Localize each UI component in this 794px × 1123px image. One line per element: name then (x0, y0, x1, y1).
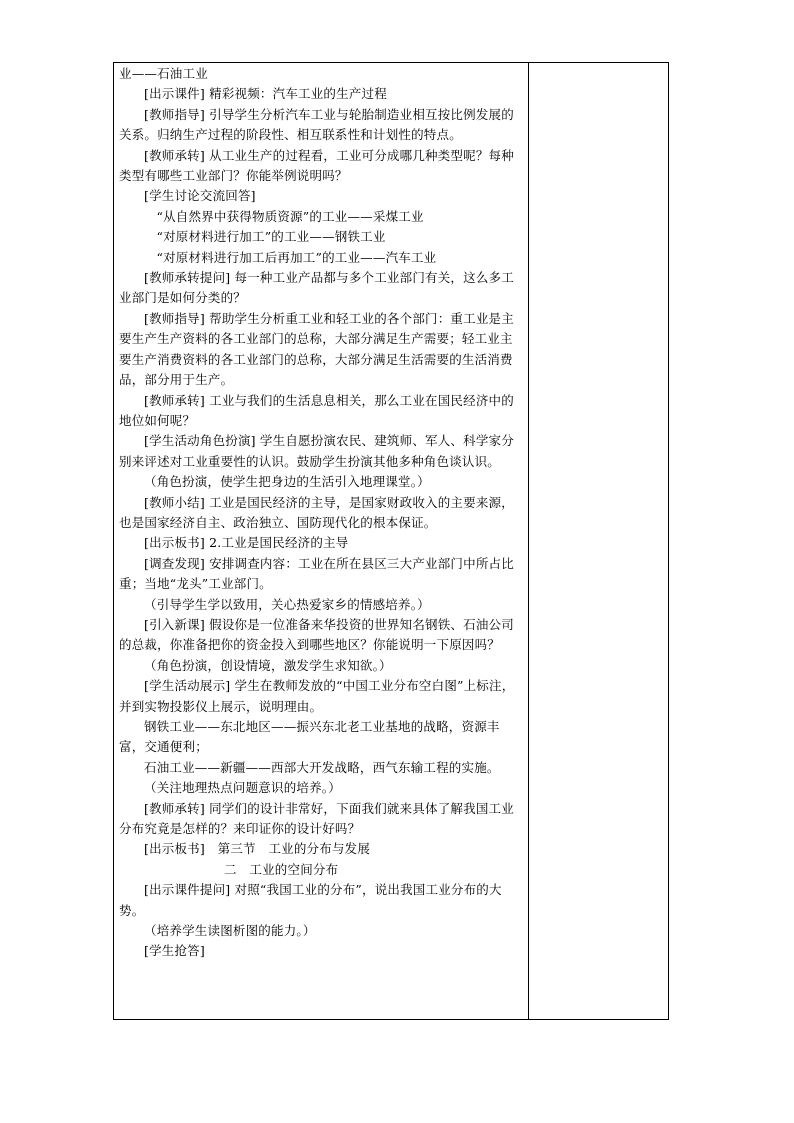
text-line: （关注地理热点问题意识的培养。） (144, 780, 341, 796)
text-line: [教师小结] 工业是国民经济的主导，是国家财政收入的主要来源，也是国家经济自主、政治独立、国防现代化的根本保证。 (119, 494, 514, 530)
text-line: 石油工业——新疆——西部大开发战略，西气东输工程的实施。 (144, 759, 500, 775)
text-line: （引导学生学以致用，关心热爱家乡的情感培养。） (144, 596, 430, 612)
column-divider (528, 63, 529, 1019)
text-line: （角色扮演，创设情境，激发学生求知欲。） (144, 657, 392, 673)
text-line: “对原材料进行加工后再加工”的工业——汽车工业 (156, 249, 437, 265)
text-line: [出示课件提问] 对照“我国工业的分布”，说出我国工业分布的大势。 (119, 882, 502, 918)
text-line: [学生抢答] (144, 943, 205, 959)
text-line: [学生活动展示] 学生在教师发放的“中国工业分布空白图”上标注，并到实物投影仪上展示，说明理由。 (119, 678, 515, 714)
lesson-content-cell (119, 64, 524, 962)
text-line: [教师承转] 同学们的设计非常好，下面我们就来具体了解我国工业分布究竟是怎样的？来印证你的设计好吗？ (119, 800, 514, 837)
text-line: [教师指导] 引导学生分析汽车工业与轮胎制造业相互按比例发展的关系。归纳生产过程的阶段性、相互联系性和计划性的特点。 (119, 106, 514, 143)
text-line: （培养学生读图析图的能力。） (144, 923, 316, 939)
text-line: [学生讨论交流回答] (144, 188, 256, 204)
text-line: [出示板书] 2.工业是国民经济的主导 (144, 535, 349, 551)
text-line: [调查发现] 安排调查内容：工业在所在县区三大产业部门中所占比重；当地“龙头”工业部门。 (119, 555, 514, 592)
text-line: [教师承转] 从工业生产的过程看，工业可分成哪几种类型呢？每种类型有哪些工业部门？你能举例说明吗？ (119, 147, 514, 184)
text-line: [出示课件] 精彩视频：汽车工业的生产过程 (144, 86, 387, 102)
text-line: 钢铁工业——东北地区——振兴东北老工业基地的战略，资源丰富，交通便利； (119, 719, 500, 755)
text-line: [教师承转] 工业与我们的生活息息相关，那么工业在国民经济中的地位如何呢？ (119, 392, 514, 428)
lesson-plan-table (113, 62, 669, 1020)
text-line: [出示板书] 第三节 工业的分布与发展 (144, 841, 371, 857)
text-line: 二 工业的空间分布 (224, 861, 339, 877)
text-line: [引入新课] 假设你是一位准备来华投资的世界知名钢铁、石油公司的总裁，你准备把你的资金投入到哪些地区？你能说明一下原因吗？ (119, 616, 514, 653)
text-line: [教师指导] 帮助学生分析重工业和轻工业的各个部门：重工业是主要生产生产资料的各工业部门的总称，大部分满足生产需要；轻工业主要生产消费资料的各工业部门的总称，大部分满足生活需要的生活消费品，部分用于生产。 (119, 310, 514, 388)
text-line: “对原材料进行加工”的工业——钢铁工业 (156, 229, 386, 245)
text-line: 业——石油工业 (119, 66, 208, 81)
text-line: [学生活动角色扮演] 学生自愿扮演农民、建筑师、军人、科学家分别来评述对工业重要性的认识。鼓励学生扮演其他多种角色谈认识。 (119, 433, 514, 469)
text-line: [教师承转提问] 每一种工业产品都与多个工业部门有关，这么多工业部门是如何分类的？ (119, 270, 514, 306)
text-line: “从自然界中获得物质资源”的工业——采煤工业 (156, 208, 424, 224)
text-line: （角色扮演，使学生把身边的生活引入地理课堂。） (144, 474, 430, 490)
